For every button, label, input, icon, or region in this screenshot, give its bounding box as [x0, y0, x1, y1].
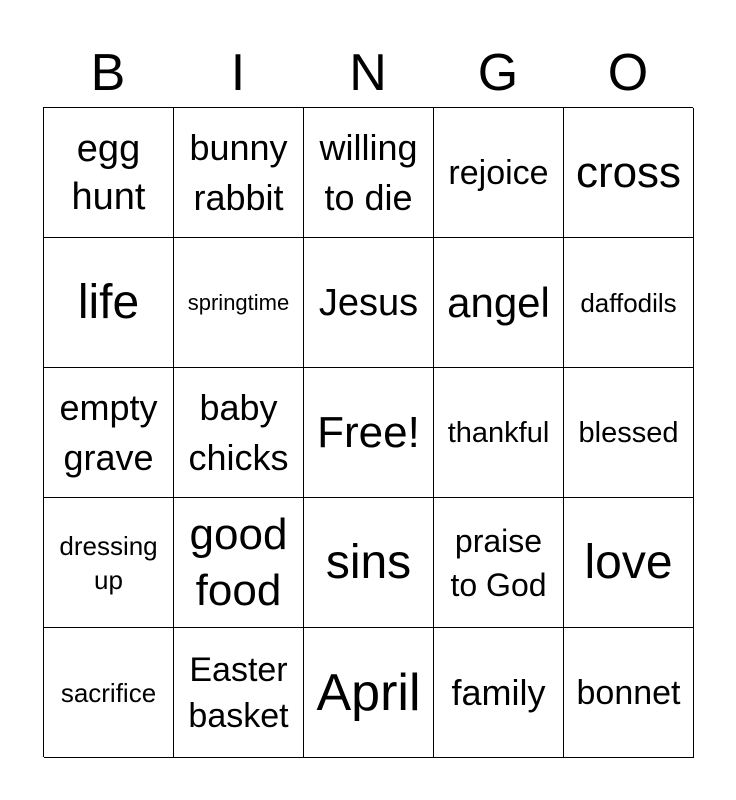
bingo-cell-r3-c2[interactable]	[304, 498, 434, 628]
bingo-cell-r3-c3[interactable]	[434, 498, 564, 628]
cell-text: baby chicks	[188, 386, 289, 478]
bingo-board	[43, 107, 693, 757]
header-letter-o: O	[607, 44, 649, 102]
bingo-cell-r0-c1[interactable]	[174, 108, 304, 238]
cell-text: Jesus	[318, 281, 419, 324]
cell-text: thankful	[447, 416, 550, 449]
cell-text: April	[316, 663, 421, 722]
cell-text: Free!	[317, 407, 420, 457]
header-letter-i: I	[230, 44, 246, 102]
bingo-cell-r2-c3[interactable]	[434, 368, 564, 498]
cell-text: egg hunt	[71, 127, 146, 218]
cell-text: rejoice	[448, 153, 549, 192]
bingo-cell-r4-c1[interactable]	[174, 628, 304, 758]
cell-text: good food	[189, 509, 288, 615]
cell-text: cross	[575, 147, 682, 197]
cell-text: blessed	[578, 416, 679, 449]
cell-text: daffodils	[580, 287, 677, 318]
cell-text: praise to God	[450, 522, 547, 603]
bingo-cell-r3-c4[interactable]	[564, 498, 694, 628]
header-letter-b: B	[90, 44, 126, 102]
bingo-cell-r2-c4[interactable]	[564, 368, 694, 498]
cell-text: bunny rabbit	[189, 126, 288, 218]
bingo-cell-r1-c4[interactable]	[564, 238, 694, 368]
bingo-header	[43, 40, 693, 106]
bingo-cell-r4-c4[interactable]	[564, 628, 694, 758]
cell-text: love	[584, 535, 673, 589]
cell-text: life	[77, 275, 140, 329]
cell-text: bonnet	[576, 673, 681, 712]
bingo-cell-r0-c3[interactable]	[434, 108, 564, 238]
cell-text: springtime	[187, 289, 290, 315]
bingo-cell-r1-c1[interactable]	[174, 238, 304, 368]
bingo-cell-r3-c1[interactable]	[174, 498, 304, 628]
bingo-cell-r2-c2[interactable]	[304, 368, 434, 498]
header-letter-n: N	[349, 44, 387, 102]
bingo-cell-r2-c1[interactable]	[174, 368, 304, 498]
bingo-cell-r0-c4[interactable]	[564, 108, 694, 238]
cell-text: willing to die	[319, 126, 418, 218]
bingo-cell-r4-c3[interactable]	[434, 628, 564, 758]
cell-text: dressing up	[59, 530, 158, 595]
header-letter-g: G	[477, 44, 519, 102]
cell-text: sacrifice	[60, 677, 157, 708]
bingo-cell-r4-c2[interactable]	[304, 628, 434, 758]
cell-text: sins	[325, 535, 412, 589]
bingo-cell-r1-c2[interactable]	[304, 238, 434, 368]
cell-text: empty grave	[59, 386, 158, 478]
cell-text: Easter basket	[188, 650, 289, 735]
bingo-cell-r1-c3[interactable]	[434, 238, 564, 368]
bingo-cell-r2-c0[interactable]	[44, 368, 174, 498]
bingo-cell-r4-c0[interactable]	[44, 628, 174, 758]
bingo-cell-r0-c2[interactable]	[304, 108, 434, 238]
bingo-cell-r3-c0[interactable]	[44, 498, 174, 628]
bingo-cell-r0-c0[interactable]	[44, 108, 174, 238]
cell-text: angel	[447, 278, 550, 326]
cell-text: family	[451, 671, 546, 713]
bingo-cell-r1-c0[interactable]	[44, 238, 174, 368]
